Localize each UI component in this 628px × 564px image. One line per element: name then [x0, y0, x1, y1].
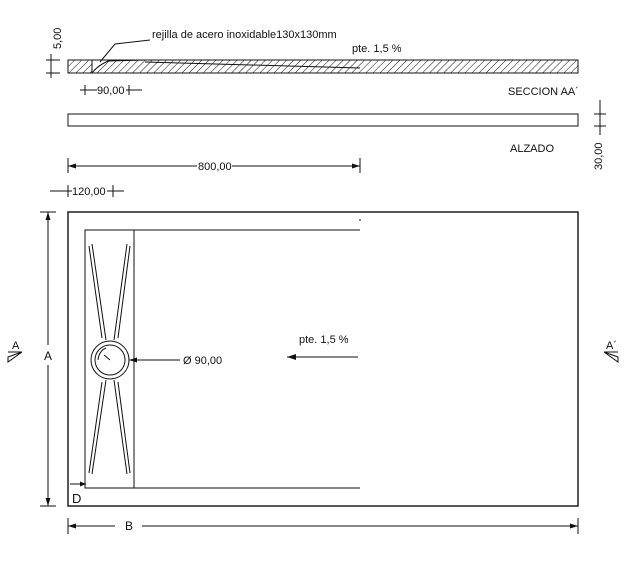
length-value: 800,00 — [198, 161, 232, 173]
thickness-dimension — [46, 28, 64, 78]
drain-icon — [91, 341, 129, 379]
section-slope-label: pte. 1,5 % — [352, 43, 402, 55]
height-value: 30,00 — [593, 142, 605, 170]
slope-arrow — [287, 334, 358, 360]
channel-width-value: 120,00 — [72, 186, 106, 198]
side-a-label: A — [44, 349, 53, 363]
channel-width-dimension — [50, 185, 124, 198]
drain-width-dimension — [80, 85, 142, 97]
drain-diameter-label: Ø 90,00 — [183, 355, 223, 367]
side-a-dimension — [40, 212, 56, 506]
length-dimension — [68, 158, 360, 173]
thickness-value: 5,00 — [52, 27, 64, 49]
drain-width-value: 90,00 — [97, 85, 125, 97]
elevation-title: ALZADO — [510, 143, 555, 155]
side-b-dimension — [68, 518, 578, 534]
section-view — [46, 28, 579, 98]
section-marker-left-letter: A — [12, 340, 20, 352]
grate-leader-line — [100, 40, 150, 62]
tray-outline — [68, 212, 578, 506]
elevation-view — [68, 100, 606, 173]
plan-view — [8, 185, 618, 534]
elevation-profile — [68, 114, 578, 126]
height-dimension — [593, 100, 606, 170]
grate-label: rejilla de acero inoxidable130x130mm — [152, 29, 337, 41]
plan-slope-label: pte. 1,5 % — [299, 334, 349, 346]
section-title: SECCION AA´ — [508, 86, 579, 98]
section-marker-right — [604, 340, 618, 362]
section-marker-right-letter: A´ — [606, 340, 617, 352]
side-b-label: B — [125, 519, 134, 533]
corner-letter: D — [72, 491, 82, 506]
section-marker-left — [8, 340, 22, 362]
